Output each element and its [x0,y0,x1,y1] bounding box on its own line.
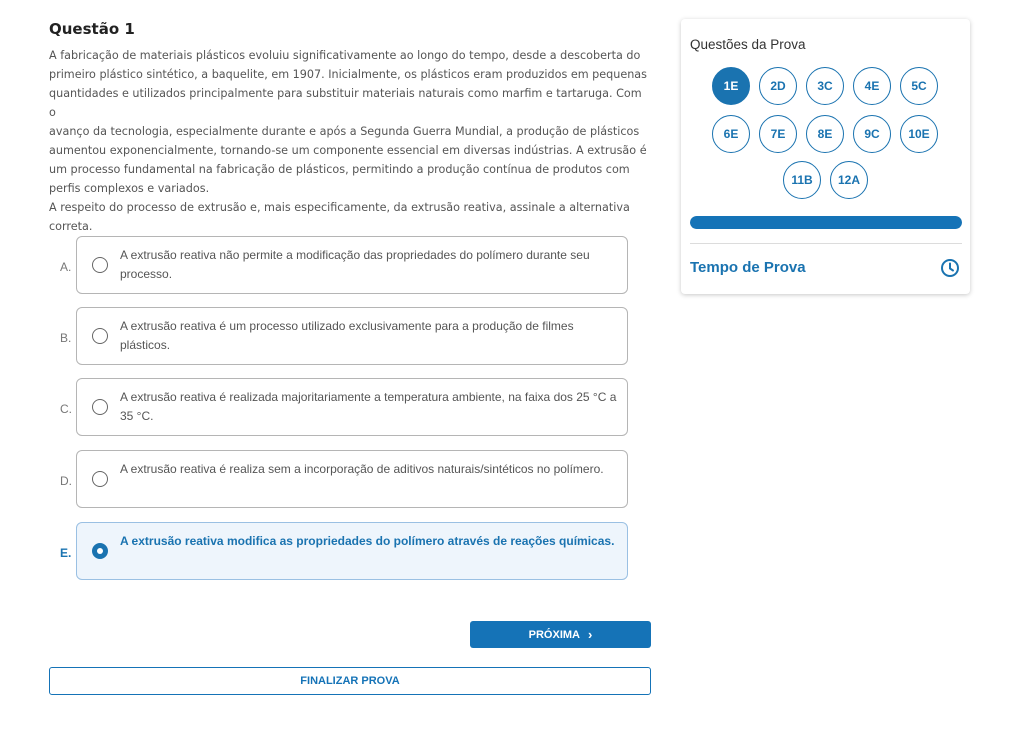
question-text-line: quantidades e utilizados principalmente para substituir materiais naturais como marfim e tartaruga. Com o [49,87,642,119]
option-b[interactable] [49,307,629,365]
radio-button[interactable] [92,328,108,344]
exam-progress-fill [690,216,962,229]
divider [690,243,962,244]
finish-exam-button[interactable] [49,667,651,695]
option-text: A extrusão reativa é realizada majoritariamente a temperatura ambiente, na faixa dos 25 °C a 35 °C. [120,390,617,423]
question-text-line: primeiro plástico sintético, a baquelite, em 1907. Inicialmente, os plásticos eram produzidos em pequenas [49,68,647,81]
option-card[interactable] [76,522,628,580]
option-letter: D. [60,474,72,488]
question-text-line: um processo fundamental na fabricação de plásticos, permitindo a produção contínua de produtos com [49,163,630,176]
radio-button[interactable] [92,257,108,273]
options-list [49,236,651,580]
option-letter: A. [60,260,72,274]
exam-time-label[interactable]: Tempo de Prova [690,259,806,276]
question-text-line: perfis complexos e variados. [49,182,210,195]
question-nav-6[interactable]: 6E [712,115,750,153]
exam-questions-panel [681,19,970,294]
next-button-label: PRÓXIMA [528,628,580,641]
question-text [49,46,651,236]
option-letter: C. [60,402,72,416]
question-text-line: aumentou exponencialmente, tornando-se um componente essencial em diversas indústrias. A extrusão é [49,144,647,157]
option-text: A extrusão reativa é realiza sem a incorporação de aditivos naturais/sintéticos no polímero. [120,462,604,476]
radio-button[interactable] [92,399,108,415]
finish-exam-label: FINALIZAR PROVA [300,675,400,687]
clock-icon[interactable] [940,258,960,278]
question-nav-2[interactable]: 2D [759,67,797,105]
question-nav-3[interactable]: 3C [806,67,844,105]
question-text-line: avanço da tecnologia, especialmente durante e após a Segunda Guerra Mundial, a produção de plásticos [49,125,640,138]
option-text: A extrusão reativa é um processo utilizado exclusivamente para a produção de filmes plásticos. [120,319,574,352]
option-c[interactable] [49,378,629,436]
question-text-line: A respeito do processo de extrusão e, mais especificamente, da extrusão reativa, assinale a alternativa [49,201,630,214]
question-text-line: A fabricação de materiais plásticos evoluiu significativamente ao longo do tempo, desde a descoberta do [49,49,641,62]
panel-title: Questões da Prova [690,37,806,52]
option-d[interactable] [49,450,629,508]
question-nav-1[interactable]: 1E [712,67,750,105]
question-title: Questão 1 [49,20,135,38]
next-button[interactable] [470,621,651,648]
radio-button[interactable] [92,471,108,487]
question-nav-11[interactable]: 11B [783,161,821,199]
option-a[interactable] [49,236,629,294]
question-nav-5[interactable]: 5C [900,67,938,105]
question-nav-8[interactable]: 8E [806,115,844,153]
option-letter: B. [60,331,72,345]
exam-progress-bar [690,216,962,229]
option-card[interactable] [76,450,628,508]
chevron-right-icon: › [588,627,593,642]
question-nav-10[interactable]: 10E [900,115,938,153]
option-e[interactable] [49,522,629,580]
option-card[interactable] [76,307,628,365]
question-nav-12[interactable]: 12A [830,161,868,199]
question-area [49,18,651,236]
question-nav-7[interactable]: 7E [759,115,797,153]
question-nav-9[interactable]: 9C [853,115,891,153]
radio-button-selected[interactable] [92,543,108,559]
option-letter: E. [60,546,72,560]
question-nav-4[interactable]: 4E [853,67,891,105]
option-text: A extrusão reativa não permite a modificação das propriedades do polímero durante seu processo. [120,248,590,281]
option-card[interactable] [76,378,628,436]
question-text-line: correta. [49,220,93,233]
option-card[interactable] [76,236,628,294]
option-text: A extrusão reativa modifica as propriedades do polímero através de reações químicas. [120,534,615,548]
